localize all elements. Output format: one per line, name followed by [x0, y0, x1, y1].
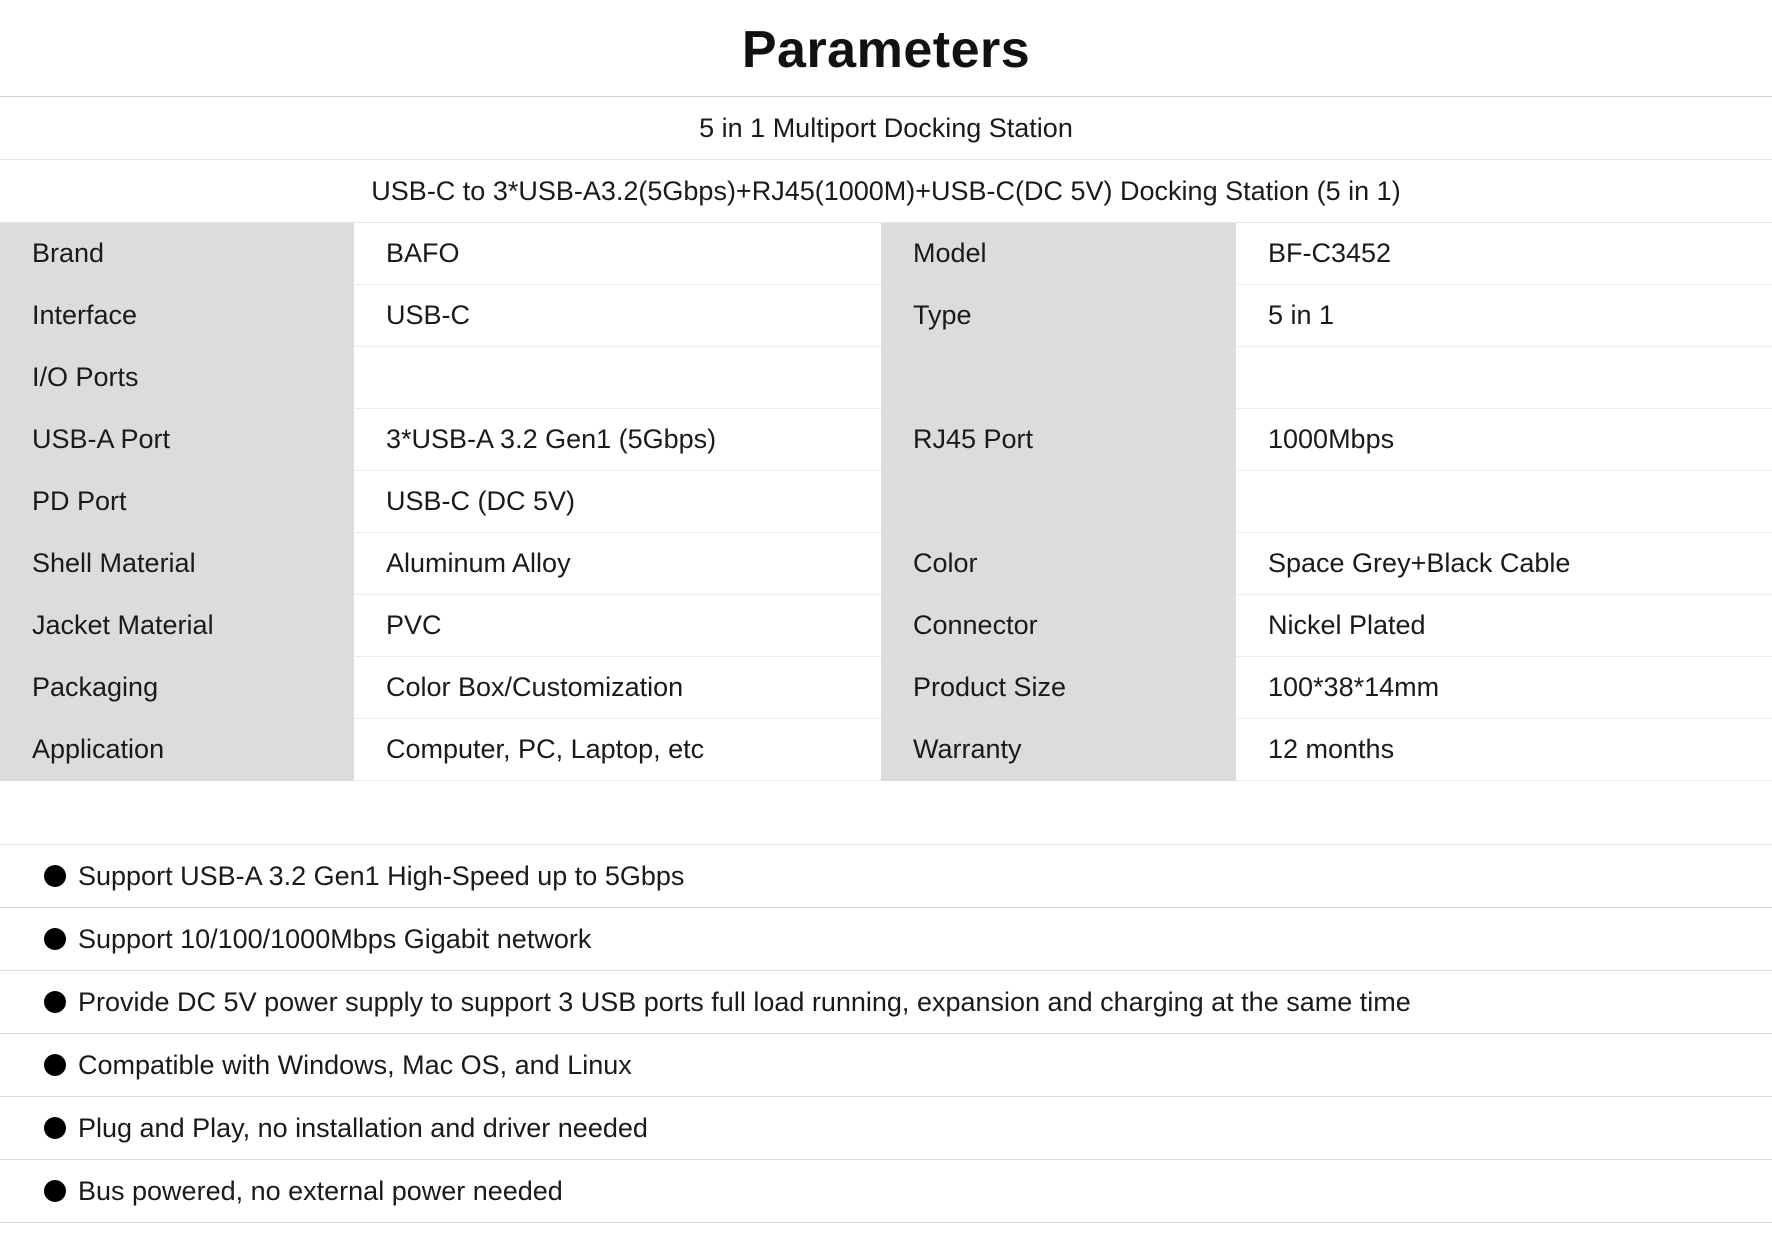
spec-value	[1236, 471, 1772, 533]
spec-value: Aluminum Alloy	[354, 533, 881, 595]
section-divider	[0, 781, 1772, 845]
spec-value	[354, 347, 881, 409]
spec-value: Color Box/Customization	[354, 657, 881, 719]
spec-label: Connector	[881, 595, 1236, 657]
spec-value: BAFO	[354, 223, 881, 285]
bullet-icon	[44, 991, 66, 1013]
spec-row	[0, 285, 1772, 347]
spec-value: BF-C3452	[1236, 223, 1772, 285]
spec-label: Interface	[0, 285, 354, 347]
spec-label: Application	[0, 719, 354, 781]
spec-value: Nickel Plated	[1236, 595, 1772, 657]
spec-value: 3*USB-A 3.2 Gen1 (5Gbps)	[354, 409, 881, 471]
spec-label: Brand	[0, 223, 354, 285]
feature-text: Plug and Play, no installation and driver needed	[78, 1113, 648, 1143]
spec-value	[1236, 347, 1772, 409]
spec-row	[0, 719, 1772, 781]
product-name: 5 in 1 Multiport Docking Station	[0, 97, 1772, 160]
bullet-icon	[44, 1054, 66, 1076]
spec-value: USB-C (DC 5V)	[354, 471, 881, 533]
bullet-icon	[44, 1117, 66, 1139]
spec-row	[0, 533, 1772, 595]
bullet-icon	[44, 1180, 66, 1202]
feature-item	[0, 1097, 1772, 1160]
specs-table	[0, 223, 1772, 781]
spec-label	[881, 471, 1236, 533]
spec-row	[0, 471, 1772, 533]
feature-item	[0, 971, 1772, 1034]
feature-item	[0, 1034, 1772, 1097]
spec-label: Type	[881, 285, 1236, 347]
spec-label: PD Port	[0, 471, 354, 533]
spec-value: 12 months	[1236, 719, 1772, 781]
feature-text: Support 10/100/1000Mbps Gigabit network	[78, 924, 592, 954]
spec-label: Shell Material	[0, 533, 354, 595]
spec-label: RJ45 Port	[881, 409, 1236, 471]
spec-label: Packaging	[0, 657, 354, 719]
spec-label: Model	[881, 223, 1236, 285]
feature-text: Bus powered, no external power needed	[78, 1176, 563, 1206]
feature-item	[0, 1160, 1772, 1223]
product-description: USB-C to 3*USB-A3.2(5Gbps)+RJ45(1000M)+USB-C(DC 5V) Docking Station (5 in 1)	[0, 160, 1772, 223]
spec-value: 100*38*14mm	[1236, 657, 1772, 719]
spec-label: USB-A Port	[0, 409, 354, 471]
spec-label: I/O Ports	[0, 347, 354, 409]
feature-item	[0, 908, 1772, 971]
spec-label	[881, 347, 1236, 409]
spec-value: 1000Mbps	[1236, 409, 1772, 471]
spec-row	[0, 657, 1772, 719]
spec-value: USB-C	[354, 285, 881, 347]
spec-label: Warranty	[881, 719, 1236, 781]
page-title: Parameters	[0, 0, 1772, 97]
feature-text: Support USB-A 3.2 Gen1 High-Speed up to 5Gbps	[78, 861, 685, 891]
spec-row	[0, 223, 1772, 285]
spec-value: 5 in 1	[1236, 285, 1772, 347]
spec-label: Jacket Material	[0, 595, 354, 657]
spec-value: Computer, PC, Laptop, etc	[354, 719, 881, 781]
bullet-icon	[44, 865, 66, 887]
bullet-icon	[44, 928, 66, 950]
spec-label: Color	[881, 533, 1236, 595]
spec-row	[0, 347, 1772, 409]
feature-list	[0, 845, 1772, 1223]
spec-label: Product Size	[881, 657, 1236, 719]
feature-text: Provide DC 5V power supply to support 3 USB ports full load running, expansion and charging at the same time	[78, 987, 1411, 1017]
spec-row	[0, 595, 1772, 657]
feature-item	[0, 845, 1772, 908]
feature-text: Compatible with Windows, Mac OS, and Linux	[78, 1050, 632, 1080]
spec-value: Space Grey+Black Cable	[1236, 533, 1772, 595]
spec-row	[0, 409, 1772, 471]
spec-value: PVC	[354, 595, 881, 657]
